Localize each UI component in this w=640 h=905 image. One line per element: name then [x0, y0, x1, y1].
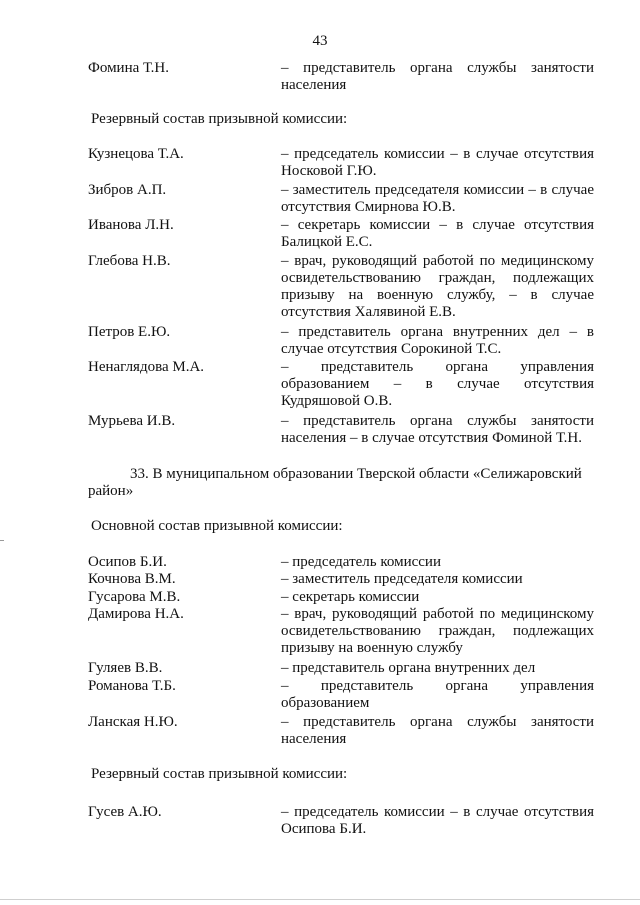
member-name: Гуляев В.В. [88, 660, 163, 676]
scan-mark [0, 540, 4, 541]
member-name: Романова Т.Б. [88, 678, 176, 694]
member-role: – представитель органа службы занятости населения [281, 60, 594, 93]
member-role: – представитель органа внутренних дел [281, 660, 536, 676]
page-number: 43 [312, 33, 328, 49]
member-name: Гусев А.Ю. [88, 804, 162, 820]
member-role: – врач, руководящий работой по медицинскому освидетельствованию граждан, подлежащих призыву на военную службу [281, 606, 594, 656]
member-role: – секретарь комиссии – в случае отсутствия Балицкой Е.С. [281, 217, 594, 250]
member-role: – секретарь комиссии [281, 589, 420, 605]
member-role: – председатель комиссии – в случае отсутствия Осипова Б.И. [281, 804, 594, 837]
reserve-heading-2: Резервный состав призывной комиссии: [91, 766, 348, 782]
member-role: – представитель органа службы занятости населения – в случае отсутствия Фоминой Т.Н. [281, 413, 594, 446]
member-name: Зибров А.П. [88, 182, 167, 198]
main-heading: Основной состав призывной комиссии: [91, 518, 343, 534]
member-name: Ланская Н.Ю. [88, 714, 178, 730]
member-role: – заместитель председателя комиссии – в случае отсутствия Смирнова Ю.В. [281, 182, 594, 215]
member-name: Фомина Т.Н. [88, 60, 170, 76]
member-name: Гусарова М.В. [88, 589, 181, 605]
paragraph-33-line1: 33. В муниципальном образовании Тверской области «Селижаровский [130, 466, 582, 482]
paragraph-33 [88, 466, 596, 500]
member-name: Кочнова В.М. [88, 571, 176, 587]
paragraph-33-line2: район» [88, 483, 134, 499]
member-name: Иванова Л.Н. [88, 217, 174, 233]
member-role: – заместитель председателя комиссии [281, 571, 523, 587]
member-name: Ненаглядова М.А. [88, 359, 205, 375]
member-name: Глебова Н.В. [88, 253, 171, 269]
page-bottom-edge [0, 899, 640, 900]
member-role: – представитель органа службы занятости населения [281, 714, 594, 747]
member-name: Осипов Б.И. [88, 554, 167, 570]
member-role: – врач, руководящий работой по медицинскому освидетельствованию граждан, подлежащих призыву на военную службу, – в случае отсутствия Халявиной Е.В. [281, 253, 594, 320]
reserve-heading-1: Резервный состав призывной комиссии: [91, 111, 348, 127]
member-name: Дамирова Н.А. [88, 606, 184, 622]
member-role: – представитель органа управления образованием [281, 678, 594, 711]
member-role: – председатель комиссии – в случае отсутствия Носковой Г.Ю. [281, 146, 594, 179]
member-name: Петров Е.Ю. [88, 324, 171, 340]
member-role: – председатель комиссии [281, 554, 441, 570]
member-name: Мурьева И.В. [88, 413, 176, 429]
member-role: – представитель органа управления образованием – в случае отсутствия Кудряшовой О.В. [281, 359, 594, 409]
member-name: Кузнецова Т.А. [88, 146, 184, 162]
member-role: – представитель органа внутренних дел – в случае отсутствия Сорокиной Т.С. [281, 324, 594, 357]
